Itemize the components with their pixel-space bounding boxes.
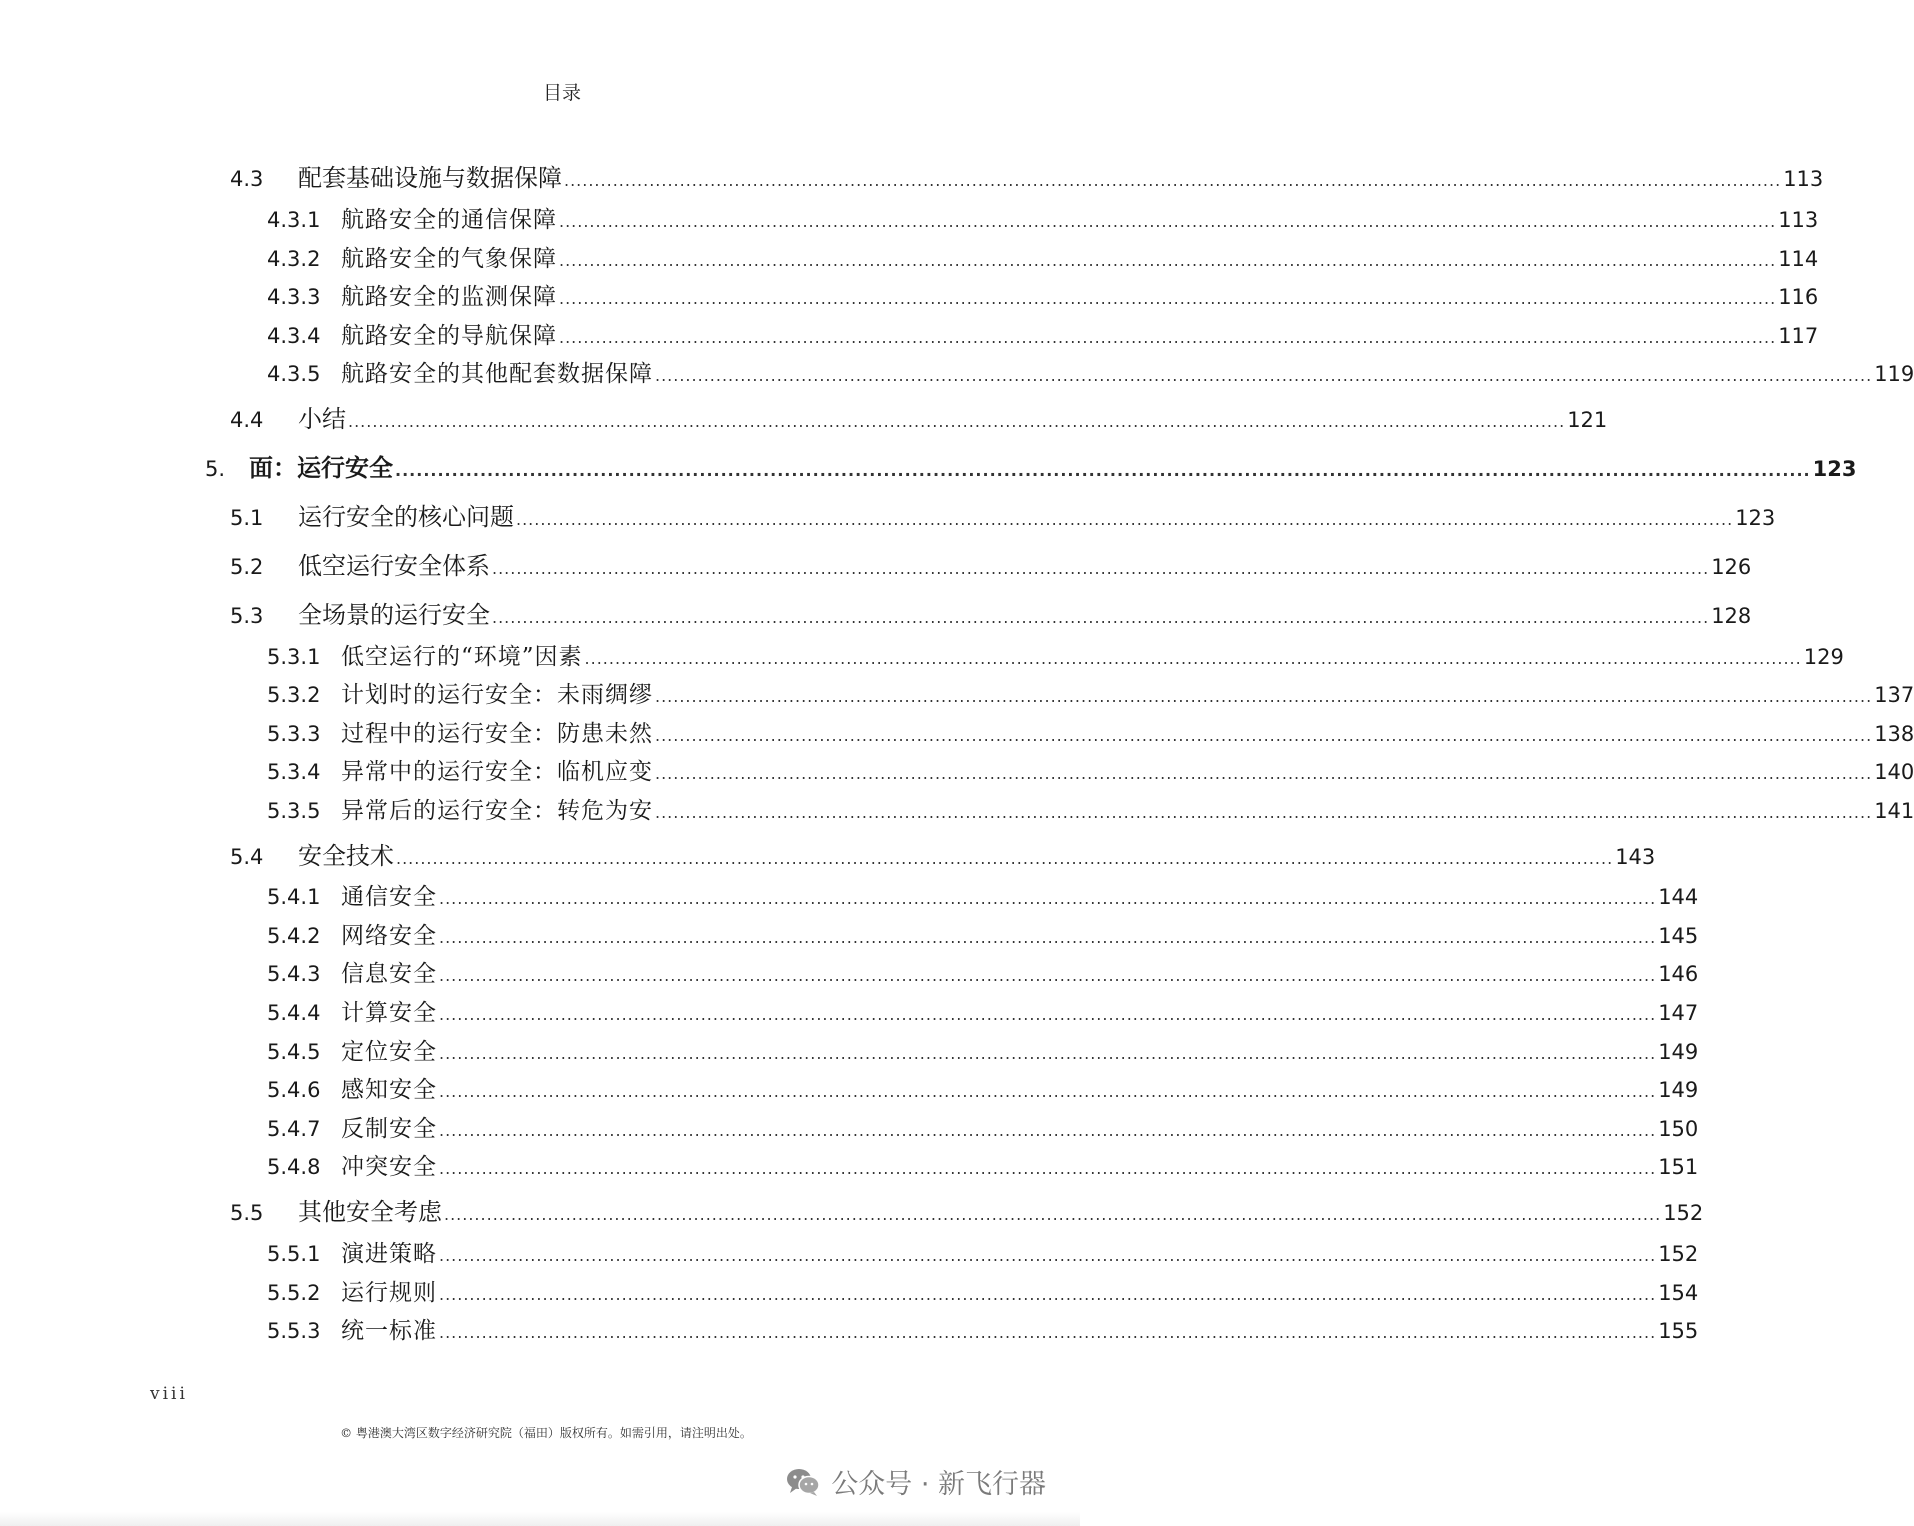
toc-entry[interactable] [267, 317, 1819, 350]
toc-entry-title: 反制安全 [341, 1116, 437, 1142]
toc-entry-number: 4.3.1 [267, 208, 321, 232]
toc-leader-dots: ........................................................................................................................................................................................................ [655, 803, 1873, 822]
toc-leader-dots: ........................................................................................................................................................................................................ [655, 366, 1873, 385]
toc-entry-title: 安全技术 [298, 842, 394, 870]
toc-leader-dots: ........................................................................................................................................................................................................ [492, 608, 1710, 627]
toc-entry-number: 5.1 [230, 506, 264, 530]
toc-entry-number: 5.4.4 [267, 1001, 321, 1025]
toc-entry-title: 网络安全 [341, 923, 437, 949]
toc-entry-page: 123 [1735, 506, 1776, 530]
toc-entry[interactable] [230, 158, 1824, 193]
toc-entry-title: 航路安全的气象保障 [341, 246, 557, 272]
toc-entry-page: 149 [1658, 1078, 1699, 1102]
toc-entry-page: 155 [1658, 1319, 1699, 1343]
toc-entry-number: 4.3.5 [267, 362, 321, 386]
toc-entry-number: 4.3.3 [267, 285, 321, 309]
toc-entry-page: 121 [1567, 408, 1608, 432]
toc-entry-number: 5.3.5 [267, 799, 321, 823]
toc-entry[interactable] [267, 955, 1699, 988]
toc-leader-dots: ........................................................................................................................................................................................................ [559, 328, 1777, 347]
toc-entry-title: 定位安全 [341, 1039, 437, 1065]
toc-entry-title: 运行规则 [341, 1280, 437, 1306]
toc-leader-dots: ........................................................................................................................................................................................................ [655, 726, 1873, 745]
toc-leader-dots: ........................................................................................................................................................................................................ [439, 1005, 1657, 1024]
toc-entry-page: 137 [1874, 683, 1914, 707]
toc-leader-dots: ........................................................................................................................................................................................................ [516, 510, 1734, 529]
toc-entry-page: 144 [1658, 885, 1699, 909]
toc-entry-title: 全场景的运行安全 [298, 601, 490, 629]
toc-leader-dots: ........................................................................................................................................................................................................ [439, 1082, 1657, 1101]
toc-entry-title: 计划时的运行安全：未雨绸缪 [341, 682, 653, 708]
toc-entry-page: 123 [1812, 457, 1857, 481]
toc-entry-page: 152 [1658, 1242, 1699, 1266]
toc-entry-title: 异常中的运行安全：临机应变 [341, 759, 653, 785]
toc-entry-number: 5.4.3 [267, 962, 321, 986]
toc-leader-dots: ........................................................................................................................................................................................................ [439, 1044, 1657, 1063]
toc-entry-page: 145 [1658, 924, 1699, 948]
toc-entry-number: 5.4.6 [267, 1078, 321, 1102]
wechat-icon [785, 1466, 821, 1498]
toc-entry[interactable] [205, 448, 1857, 483]
toc-entry[interactable] [230, 595, 1752, 630]
toc-entry[interactable] [267, 201, 1819, 234]
toc-entry-page: 151 [1658, 1155, 1699, 1179]
toc-leader-dots: ........................................................................................................................................................................................................ [439, 1159, 1657, 1178]
page-edge-shadow [0, 1512, 1080, 1526]
toc-entry-number: 5.3.2 [267, 683, 321, 707]
toc-leader-dots: ........................................................................................................................................................................................................ [439, 1246, 1657, 1265]
toc-entry-title: 航路安全的导航保障 [341, 323, 557, 349]
toc-entry-number: 5.4.7 [267, 1117, 321, 1141]
toc-leader-dots: ........................................................................................................................................................................................................ [439, 1285, 1657, 1304]
watermark-text: 公众号 · 新飞行器 [831, 1469, 1046, 1500]
toc-entry[interactable] [267, 715, 1914, 748]
toc-entry[interactable] [267, 1235, 1699, 1268]
toc-entry-number: 5.4.8 [267, 1155, 321, 1179]
toc-leader-dots: ........................................................................................................................................................................................................ [655, 764, 1873, 783]
toc-entry-number: 4.3 [230, 167, 264, 191]
toc-leader-dots: ........................................................................................................................................................................................................ [444, 1205, 1662, 1224]
toc-entry-number: 5.3 [230, 604, 264, 628]
toc-entry[interactable] [267, 278, 1819, 311]
toc-entry-page: 150 [1658, 1117, 1699, 1141]
toc-entry-number: 4.3.4 [267, 324, 321, 348]
toc-entry[interactable] [230, 546, 1752, 581]
toc-leader-dots: ........................................................................................................................................................................................................ [396, 849, 1614, 868]
toc-leader-dots: ........................................................................................................................................................................................................ [439, 889, 1657, 908]
toc-entry-title: 其他安全考虑 [298, 1198, 442, 1226]
toc-entry-number: 5.5.2 [267, 1281, 321, 1305]
toc-entry-number: 5.4 [230, 845, 264, 869]
toc-entry-number: 5.5 [230, 1201, 264, 1225]
toc-entry[interactable] [267, 240, 1819, 273]
toc-entry[interactable] [267, 878, 1699, 911]
toc-entry[interactable] [230, 497, 1776, 532]
toc-entry[interactable] [267, 917, 1699, 950]
toc-entry-page: 146 [1658, 962, 1699, 986]
toc-entry[interactable] [267, 1312, 1699, 1345]
toc-entry-title: 计算安全 [341, 1000, 437, 1026]
toc-entry-number: 5.2 [230, 555, 264, 579]
toc-entry-title: 面：运行安全 [249, 454, 393, 482]
toc-entry-page: 113 [1783, 167, 1824, 191]
toc-entry-page: 152 [1663, 1201, 1704, 1225]
page-number: viii [150, 1384, 188, 1404]
toc-entry[interactable] [267, 1071, 1699, 1104]
toc-entry-number: 5.4.2 [267, 924, 321, 948]
toc-entry[interactable] [267, 1274, 1699, 1307]
toc-entry-page: 113 [1778, 208, 1819, 232]
toc-entry-page: 128 [1711, 604, 1752, 628]
toc-entry-title: 异常后的运行安全：转危为安 [341, 798, 653, 824]
toc-entry-title: 信息安全 [341, 961, 437, 987]
toc-leader-dots: ........................................................................................................................................................................................................ [395, 461, 1811, 480]
toc-leader-dots: ........................................................................................................................................................................................................ [492, 559, 1710, 578]
toc-entry-title: 小结 [298, 405, 346, 433]
toc-entry-page: 140 [1874, 760, 1914, 784]
toc-entry-title: 通信安全 [341, 884, 437, 910]
toc-entry-number: 4.4 [230, 408, 264, 432]
toc-entry-page: 119 [1874, 362, 1914, 386]
toc-entry[interactable] [267, 792, 1914, 825]
toc-entry-title: 低空运行的“环境”因素 [341, 644, 583, 670]
toc-entry-number: 5.3.3 [267, 722, 321, 746]
copyright-notice: © 粤港澳大湾区数字经济研究院（福田）版权所有。如需引用，请注明出处。 [340, 1426, 752, 1440]
toc-entry-title: 航路安全的监测保障 [341, 284, 557, 310]
toc-entry-title: 航路安全的其他配套数据保障 [341, 361, 653, 387]
toc-entry-title: 演进策略 [341, 1241, 437, 1267]
toc-entry-title: 运行安全的核心问题 [298, 503, 514, 531]
toc-entry-number: 5.5.3 [267, 1319, 321, 1343]
page-header-title: 目录 [542, 82, 581, 104]
toc-entry-number: 5. [205, 457, 226, 481]
toc-entry[interactable] [230, 1192, 1704, 1227]
toc-entry-page: 154 [1658, 1281, 1699, 1305]
toc-entry-number: 5.3.4 [267, 760, 321, 784]
toc-entry[interactable] [267, 1148, 1699, 1181]
toc-entry[interactable] [267, 753, 1914, 786]
toc-entry-title: 配套基础设施与数据保障 [298, 164, 562, 192]
toc-entry-title: 统一标准 [341, 1318, 437, 1344]
toc-entry-page: 129 [1803, 645, 1844, 669]
toc-entry[interactable] [267, 676, 1914, 709]
toc-entry-page: 143 [1615, 845, 1656, 869]
toc-entry[interactable] [267, 1110, 1699, 1143]
toc-entry-title: 低空运行安全体系 [298, 552, 490, 580]
toc-entry-page: 138 [1874, 722, 1914, 746]
toc-entry-page: 141 [1874, 799, 1914, 823]
toc-entry[interactable] [230, 836, 1656, 871]
toc-leader-dots: ........................................................................................................................................................................................................ [439, 1323, 1657, 1342]
toc-entry-page: 149 [1658, 1040, 1699, 1064]
toc-entry[interactable] [267, 994, 1699, 1027]
toc-entry-page: 147 [1658, 1001, 1699, 1025]
toc-entry-page: 117 [1778, 324, 1819, 348]
toc-entry-page: 116 [1778, 285, 1819, 309]
toc-entry-title: 冲突安全 [341, 1154, 437, 1180]
toc-entry-title: 航路安全的通信保障 [341, 207, 557, 233]
toc-entry-number: 5.4.5 [267, 1040, 321, 1064]
toc-entry-page: 126 [1711, 555, 1752, 579]
toc-entry[interactable] [267, 638, 1844, 671]
toc-entry-page: 114 [1778, 247, 1819, 271]
toc-entry[interactable] [230, 399, 1608, 434]
wechat-watermark [785, 1462, 1046, 1501]
toc-entry-number: 5.5.1 [267, 1242, 321, 1266]
toc-leader-dots: ........................................................................................................................................................................................................ [655, 687, 1873, 706]
toc-leader-dots: ........................................................................................................................................................................................................ [559, 251, 1777, 270]
toc-entry-title: 过程中的运行安全：防患未然 [341, 721, 653, 747]
toc-leader-dots: ........................................................................................................................................................................................................ [559, 289, 1777, 308]
toc-entry-number: 5.4.1 [267, 885, 321, 909]
toc-leader-dots: ........................................................................................................................................................................................................ [439, 1121, 1657, 1140]
toc-leader-dots: ........................................................................................................................................................................................................ [584, 649, 1802, 668]
toc-leader-dots: ........................................................................................................................................................................................................ [439, 966, 1657, 985]
toc-entry-title: 感知安全 [341, 1077, 437, 1103]
toc-leader-dots: ........................................................................................................................................................................................................ [559, 212, 1777, 231]
toc-leader-dots: ........................................................................................................................................................................................................ [348, 412, 1566, 431]
toc-entry-number: 4.3.2 [267, 247, 321, 271]
toc-leader-dots: ........................................................................................................................................................................................................ [439, 928, 1657, 947]
toc-leader-dots: ........................................................................................................................................................................................................ [564, 171, 1782, 190]
toc-entry[interactable] [267, 355, 1914, 388]
toc-entry[interactable] [267, 1033, 1699, 1066]
toc-entry-number: 5.3.1 [267, 645, 321, 669]
